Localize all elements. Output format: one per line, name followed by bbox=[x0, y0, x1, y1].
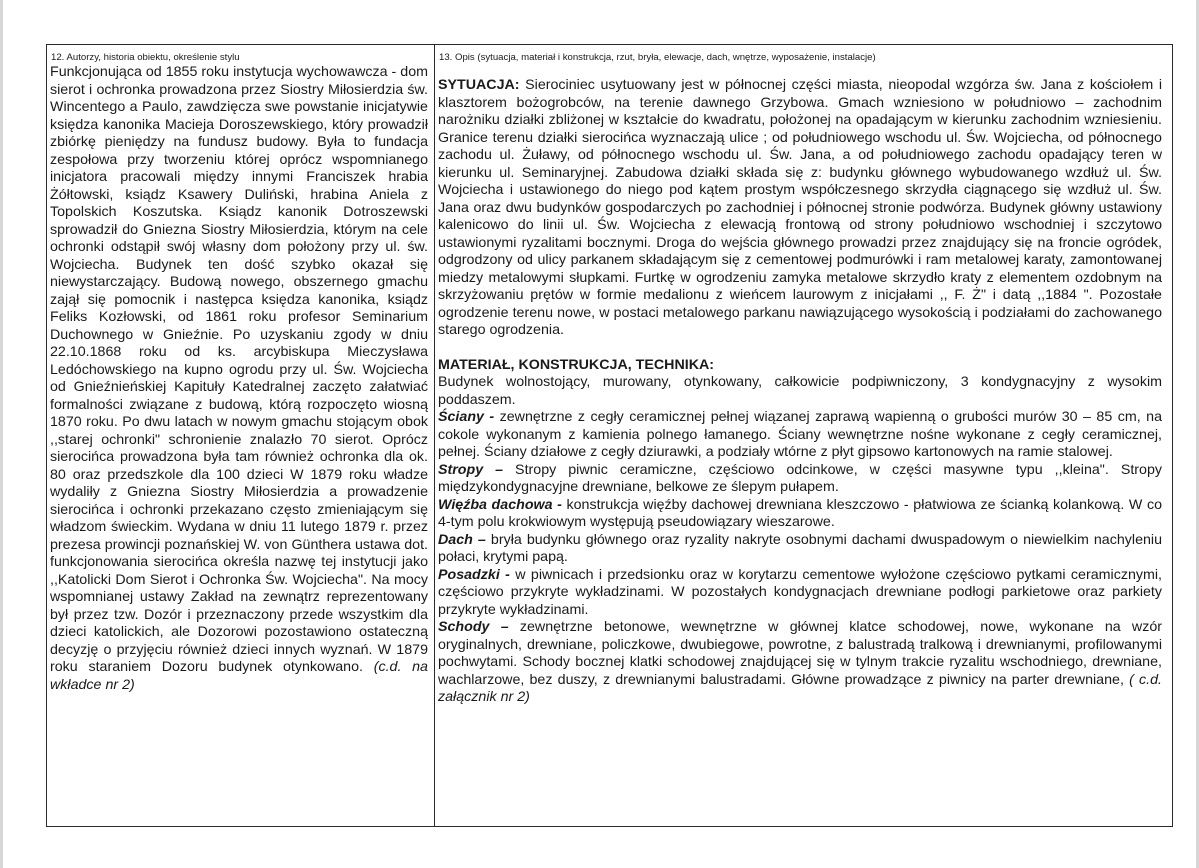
material-intro: Budynek wolnostojący, murowany, otynkowany, całkowicie podpiwniczony, 3 kondygnacyjny z wysokim poddaszem. bbox=[438, 374, 1162, 408]
description-text bbox=[435, 77, 1172, 707]
sytuacja-section bbox=[438, 77, 1162, 340]
stairs-paragraph bbox=[438, 619, 1162, 707]
floors-paragraph bbox=[438, 567, 1162, 620]
walls-lead: Ściany - bbox=[438, 409, 495, 425]
left-column bbox=[47, 45, 435, 826]
sytuacja-heading: SYTUACJA: bbox=[438, 77, 520, 93]
right-column bbox=[435, 45, 1172, 826]
right-column-header: 13. Opis (sytuacja, materiał i konstrukcja, rzut, bryła, elewacje, dach, wnętrze, wyposażenie, instalacje) bbox=[439, 52, 876, 63]
roof-text: bryła budynku głównego oraz ryzality nakryte osobnymi dachami dwuspadowym o niewielkim nachyleniu połaci, krytymi papą. bbox=[438, 531, 1163, 565]
stairs-text: zewnętrzne betonowe, wewnętrzne w głównej klatce schodowej, nowe, wykonane na wzór oryginalnych, drewniane, policzkowe, dwubiegowe, powrotne, z balustradą tralkową i drewnianymi, profilowanymi pochwytami. Schody bocznej klatki schodowej znajdującej się w tylnym trakcie ryzalitu wschodniego, drewniane, wachlarzowe, bez duszy, z drewnianymi balustradami. Główne prowadzące z piwnicy na parter drewniane, bbox=[438, 619, 1162, 688]
sytuacja-text: Sierociniec usytuowany jest w północnej części miasta, nieopodal wzgórza św. Jana z kościołem i klasztorem bożogrobców, na terenie dawnego Grzybowa. Gmach wzniesiono w południowo – zachodnim narożniku działki zbliżonej w kształcie do kwadratu, położonej na opadającym w kierunku zachodnim wzniesieniu. Granice terenu działki sierocińca wyznaczają ulice ; od południowego wschodu ul. Św. Wojciecha, od północnego zachodu ul. Żuławy, od północnego wschodu ul. Św. Jana, a od południowego zachodu opadający teren w kierunku ul. Seminaryjnej. Zabudowa działki składa się z: budynku głównego wybudowanego wzdłuż ul. Św. Wojciecha i ustawionego do niego pod kątem prostym współczesnego skrzydła ciągnącego się wzdłuż ul. Św. Jana oraz dwu budynków gospodarczych po zachodniej i północnej stronie podwórza. Budynek główny ustawiony kalenicowo do linii ul. Św. Wojciecha z elewacją frontową od strony południowo wschodniej i szczytowo ustawionymi ryzalitami bocznymi. Droga do wejścia głównego prowadzi przez znajdujący się na froncie ogródek, odgrodzony od ulicy parkanem składającym się z cementowej podmurówki i ram metalowej karaty, zamontowanej miedzy metalowymi słupkami. Furtkę w ogrodzeniu zamyka metalowe skrzydło kraty z elementem ozdobnym na skrzyżowaniu prętów w formie medalionu z wieńcem laurowym z inicjałami ,, F. Ż" i datą ,,1884 ". Pozostałe ogrodzenie terenu nowe, w postaci metalowego parkanu nawiązującego wysokością i podziałami do zachowanego starego ogrodzenia. bbox=[438, 77, 1162, 338]
description-continuation-note: ( c.d. załącznik nr 2) bbox=[438, 671, 1162, 705]
history-body: Funkcjonująca od 1855 roku instytucja wychowawcza - dom sierot i ochronka prowadzona przez Siostry Miłosierdzia św. Wincentego a Paulo, zawdzięcza swe powstanie inicjatywie księdza kanonika Macieja Doroszewskiego, który prowadził zbiórkę pieniędzy na fundusz budowy. Była to fundacja zespołowa przy tworzeniu której oprócz wspomnianego inicjatora pracowali między innymi Franciszek hrabia Żółtowski, ksiądz Ksawery Duliński, hrabina Aniela z Topolskich Koszutska. Ksiądz kanonik Dotroszewski sprowadził do Gniezna Siostry Miłosierdzia, którym na cele ochronki odstąpił swój własny dom położony przy ul. św. Wojciecha. Budynek ten dość szybko okazał się niewystarczający. Budową nowego, obszernego gmachu zajął się pomocnik i następca księdza kanonika, ksiądz Feliks Kozłowski, od 1861 roku profesor Seminarium Duchownego w Gnieźnie. Po uzyskaniu zgody w dniu 22.10.1868 roku od ks. arcybiskupa Mieczysława Ledóchowskiego na kupno ogrodu przy ul. Św. Wojciecha od Gnieźnieńskiej Kapituły Katedralnej zaczęto załatwiać formalności związane z budową, którą rozpoczęto wiosną 1870 roku. Po dwu latach w nowym gmachu stojącym obok ,,starej ochronki" schronienie znalazło 70 sierot. Oprócz sierocińca prowadzona była tam również ochronka dla ok. 80 oraz przedszkole dla 100 dzieci W 1879 roku władze wydaliły z Gniezna Siostry Miłosierdzia a prowadzenie sierocińca i ochronki przekazano często zmieniającym się władzom świeckim. Wydana w dniu 11 lutego 1879 r. przez prezesa prowincji poznańskiej W. von Günthera ustawa dot. funkcjonowania sierocińca określa nazwę tej instytucji jako ,,Katolicki Dom Sierot i Ochronka Św. Wojciecha". Na mocy wspomnianej ustawy Zakład na zewnątrz reprezentowany był przez tzw. Dozór i przeznaczony przede wszystkim dla dzieci katolickich, ale Dozorowi pozostawiono ostateczną decyzję o przyjęciu również dzieci innych wyznań. W 1879 roku staraniem Dozoru budynek otynkowano. bbox=[50, 64, 428, 675]
roof-paragraph bbox=[438, 532, 1162, 567]
roof-truss-text: konstrukcja więźby dachowej drewniana kleszczowo - płatwiowa ze ścianką kolankową. W co 4-tym polu krokwiowym występują pseudowiązary wieszarowe. bbox=[438, 496, 1162, 530]
ceilings-text: Stropy piwnic ceramiczne, częściowo odcinkowe, w części masywne typu ,,kleina". Stropy międzykondygnacyjne drewniane, belkowe ze ślepym pułapem. bbox=[438, 461, 1163, 495]
ceilings-paragraph bbox=[438, 462, 1162, 497]
walls-text: zewnętrzne z cegły ceramicznej pełnej wiązanej zaprawą wapienną o grubości murów 30 – 85 cm, na cokole wykonanym z kamienia polnego łamanego. Ściany wewnętrzne nośne wykonane z cegły ceramicznej, pełnej. Ściany działowe z cegły dziurawki, a podziały wtórne z płyt gipsowo kartonowych na ramie stalowej. bbox=[438, 409, 1162, 460]
form-frame bbox=[46, 44, 1173, 827]
history-continuation-note: (c.d. na wkładce nr 2) bbox=[50, 659, 428, 693]
roof-lead: Dach – bbox=[438, 531, 486, 548]
walls-paragraph bbox=[438, 409, 1162, 462]
floors-text: w piwnicach i przedsionku oraz w korytarzu cementowe wyłożone częściowo pytkami ceramicznymi, częściowo przykryte wykładzinami. W pozostałych kondygnacjach drewniane podłogi parkietowe oraz parkiety przykryte wykładzinami. bbox=[438, 566, 1162, 618]
floors-lead: Posadzki - bbox=[438, 566, 510, 583]
history-text bbox=[47, 64, 434, 694]
roof-truss-paragraph bbox=[438, 497, 1162, 532]
scan-edge-left bbox=[0, 0, 3, 868]
left-column-header: 12. Autorzy, historia obiektu, określenie stylu bbox=[51, 52, 240, 63]
material-heading: MATERIAŁ, KONSTRUKCJA, TECHNIKA: bbox=[438, 356, 715, 373]
roof-truss-lead: Więźba dachowa - bbox=[438, 496, 562, 513]
ceilings-lead: Stropy – bbox=[438, 461, 504, 478]
stairs-lead: Schody – bbox=[438, 619, 509, 635]
